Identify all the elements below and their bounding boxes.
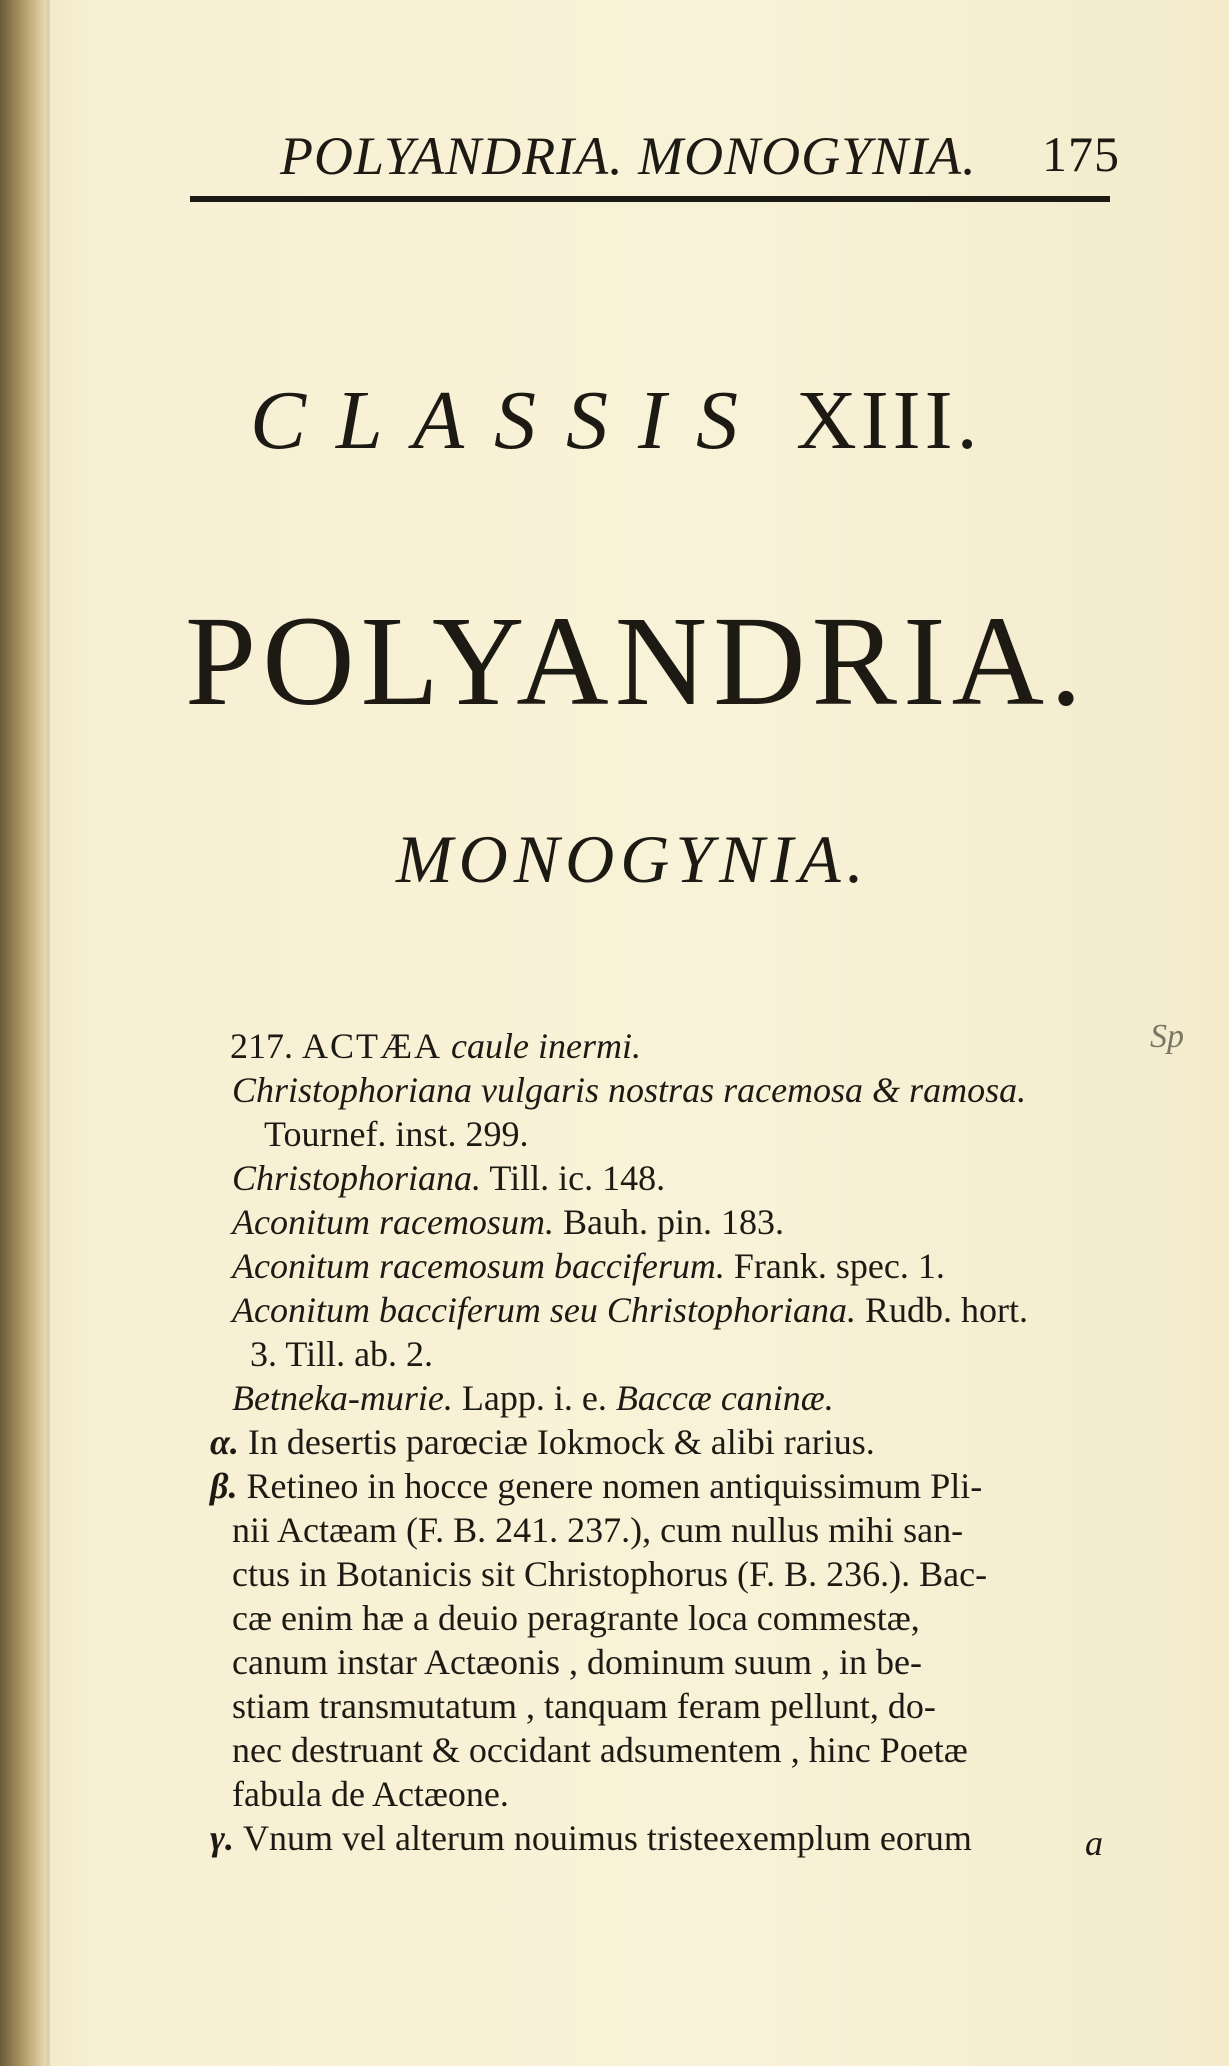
header-rule <box>190 196 1110 202</box>
synonym-line: Aconitum racemosum bacciferum. Frank. spec. 1. <box>232 1246 945 1286</box>
entry-genus: ACTÆA <box>302 1026 443 1066</box>
main-heading: POLYANDRIA. <box>185 590 1088 732</box>
beta-line: cæ enim hæ a deuio peragrante loca commestæ, <box>232 1598 920 1638</box>
gamma-marker: γ. <box>210 1818 234 1858</box>
page-number: 175 <box>1042 126 1120 182</box>
class-numeral: XIII. <box>796 374 982 467</box>
beta-line: canum instar Actæonis , dominum suum , in be- <box>232 1642 922 1682</box>
synonym-line: Aconitum racemosum. Bauh. pin. 183. <box>232 1202 784 1242</box>
alpha-marker: α. <box>210 1422 239 1462</box>
entry-title-line <box>230 1024 641 1068</box>
running-title: POLYANDRIA. MONOGYNIA. <box>280 126 977 186</box>
variety-gamma <box>210 1816 972 1860</box>
entry-number: 217. <box>230 1026 293 1066</box>
synonym-line: Tournef. inst. 299. <box>264 1114 529 1154</box>
sub-heading: MONOGYNIA. <box>396 821 870 897</box>
synonym-line: 3. Till. ab. 2. <box>250 1334 434 1374</box>
class-word: CLASSIS <box>250 374 769 467</box>
margin-annotation: Sp <box>1150 1018 1184 1055</box>
spine-shadow <box>46 0 50 2066</box>
synonym-line: Betneka-murie. Lapp. i. e. Baccæ caninæ. <box>232 1378 834 1418</box>
synonym-line: Aconitum bacciferum seu Christophoriana. Rudb. hort. <box>232 1290 1028 1330</box>
catchword: a <box>1085 1823 1103 1863</box>
gamma-text: Vnum vel alterum nouimus tristeexemplum eorum <box>242 1818 972 1858</box>
beta-line: fabula de Actæone. <box>232 1774 509 1814</box>
entry-diagnosis: caule inermi. <box>451 1026 641 1066</box>
alpha-text: In desertis parœciæ Iokmock & alibi rarius. <box>247 1422 875 1462</box>
beta-line: nii Actæam (F. B. 241. 237.), cum nullus mihi san- <box>232 1510 964 1550</box>
beta-marker: β. <box>210 1466 238 1506</box>
beta-line: nec destruant & occidant adsumentem , hinc Poetæ <box>232 1730 968 1770</box>
synonym-line: Christophoriana vulgaris nostras racemosa & ramosa. <box>232 1070 1027 1110</box>
beta-line: stiam transmutatum , tanquam feram pellunt, do- <box>232 1686 936 1726</box>
running-head <box>280 125 1120 185</box>
beta-line: ctus in Botanicis sit Christophorus (F. B. 236.). Bac- <box>232 1554 988 1594</box>
variety-beta: β. Retineo in hocce genere nomen antiquissimum Pli- <box>210 1466 983 1506</box>
variety-alpha <box>210 1420 875 1464</box>
class-heading <box>250 372 1090 469</box>
book-spine <box>0 0 46 2066</box>
synonym-line: Christophoriana. Till. ic. 148. <box>232 1158 666 1198</box>
